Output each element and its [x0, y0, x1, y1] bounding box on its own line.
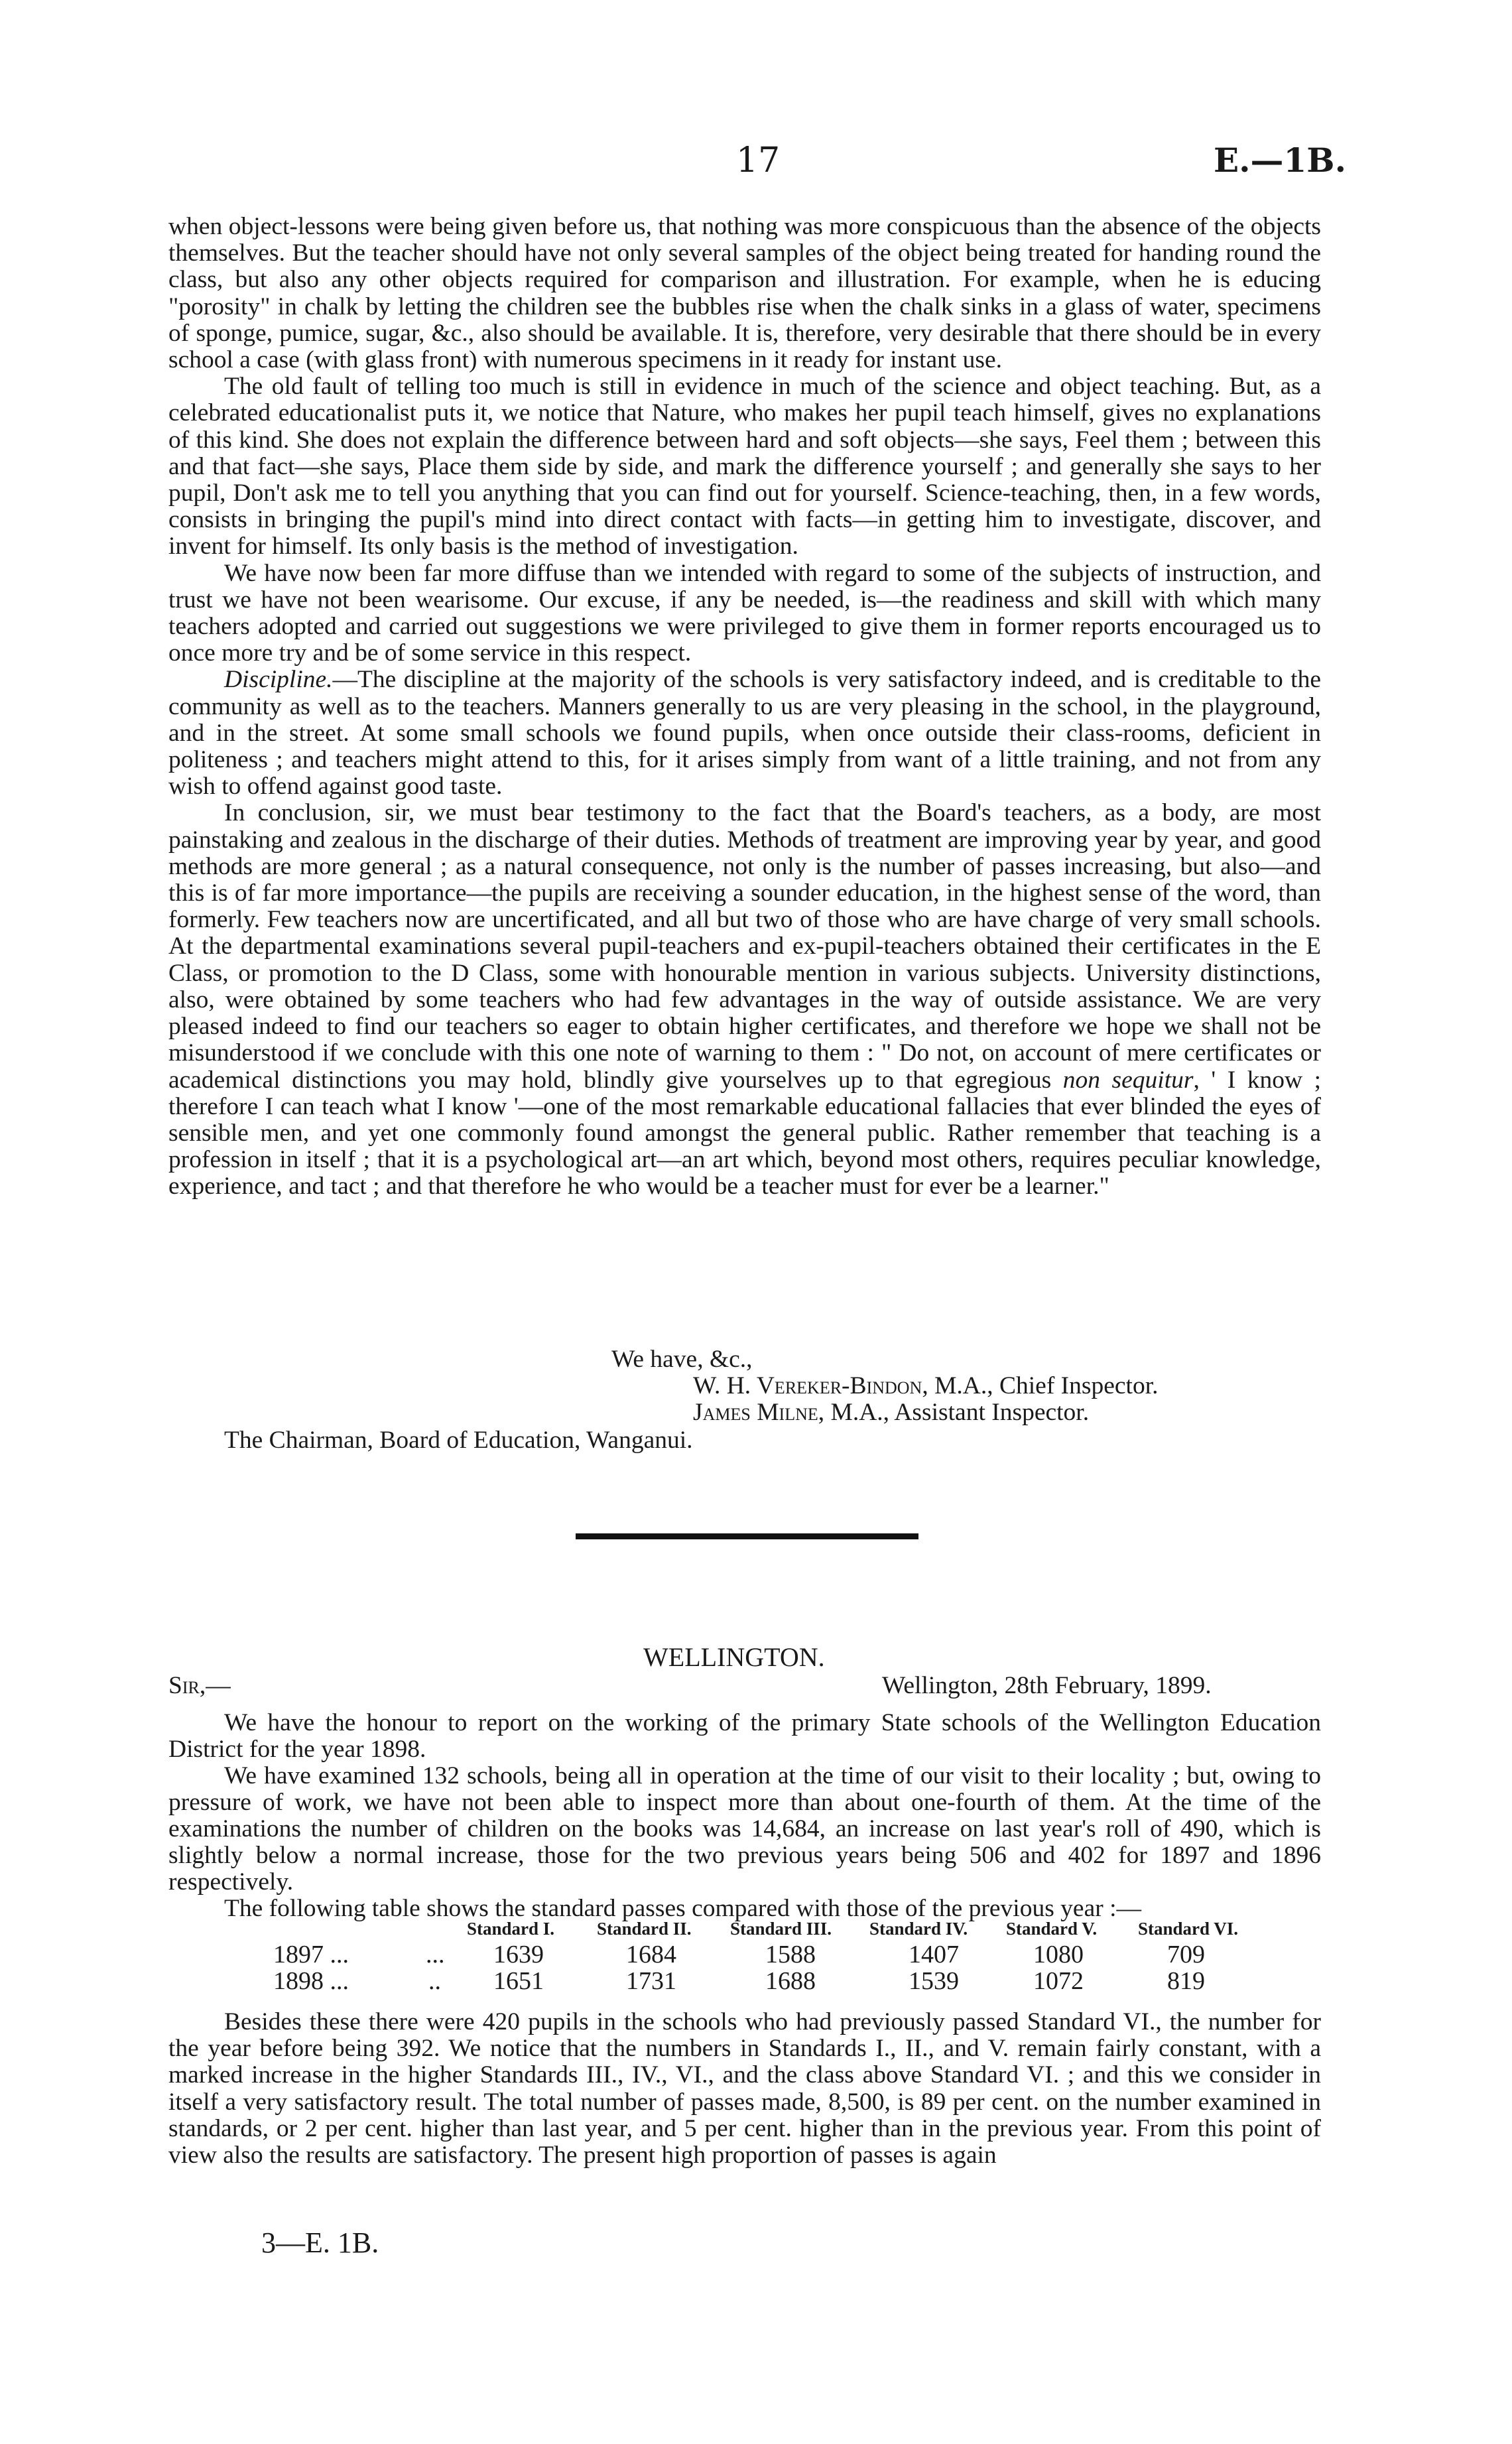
salutation: Sir,— — [168, 1672, 231, 1699]
signatory — [693, 1372, 1159, 1400]
table-cell: 1072 — [1033, 1967, 1084, 1995]
latin-phrase: non sequitur — [1062, 1066, 1194, 1094]
table-cell: 1407 — [909, 1941, 959, 1968]
paragraph: The old fault of telling too much is still in evidence in much of the science and object teaching. But, as a celebrated educationalist puts it, we notice that Nature, who makes her pupil teach himself, gives no explanations of this kind. She does not explain the difference between hard and soft objects—she says, Feel them ; between this and that fact—she says, Place them side by side, and mark the difference yourself ; and generally she says to her pupil, Don't ask me to tell you anything that you can find out for yourself. Science-teaching, then, in a few words, consists in bringing the pupil's mind into direct contact with facts—in getting him to investigate, discover, and invent for himself. Its only basis is the method of investigation. — [168, 373, 1321, 560]
table-cell: 1684 — [626, 1941, 676, 1968]
table-cell: 1588 — [765, 1941, 816, 1968]
table-cell: 819 — [1167, 1967, 1205, 1995]
paragraph: Besides these there were 420 pupils in the schools who had previously passed Standard VI., the number for the year before being 392. We notice that the numbers in Standards I., II., and V. remain fairly constant, with a marked increase in the higher Standards III., IV., VI., and the class above Standard VI. ; and this we consider in itself a very satisfactory result. The total number of passes made, 8,500, is 89 per cent. on the number examined in standards, or 2 per cent. higher than last year, and 5 per cent. higher than in the previous year. From this point of view also the results are satisfactory. The present high proportion of passes is again — [168, 2008, 1321, 2169]
signatory-title: , M.A., Assistant Inspector. — [818, 1399, 1090, 1426]
paragraph: We have the honour to report on the working of the primary State schools of the Wellington Education District for the year 1898. — [168, 1709, 1321, 1763]
document-reference: E.—1B. — [1214, 141, 1346, 180]
table-header: Standard III. — [730, 1919, 832, 1939]
table-cell: 1731 — [626, 1967, 676, 1995]
table-header: Standard V. — [1006, 1919, 1098, 1939]
year-cell: 1897 ... — [273, 1941, 349, 1968]
report-body-continued — [168, 2009, 1321, 2169]
printer-signature-mark: 3—E. 1B. — [261, 2226, 379, 2259]
table-cell: 1651 — [493, 1967, 544, 1995]
paragraph: We have examined 132 schools, being all in operation at the time of our visit to their locality ; but, owing to pressure of work, we have not been able to inspect more than about one-fourth of them. At the time of the examinations the number of children on the books was 14,684, an increase on last year's roll of 490, which is slightly below a normal increase, those for the two previous years being 506 and 402 for 1897 and 1896 respectively. — [168, 1762, 1321, 1896]
signatory-title: , M.A., Chief Inspector. — [922, 1372, 1159, 1399]
table-cell: 709 — [1167, 1941, 1205, 1968]
addressee: The Chairman, Board of Education, Wanganui. — [224, 1427, 693, 1454]
signatory-name: James Milne — [693, 1399, 818, 1426]
table-cell: 1539 — [909, 1967, 959, 1995]
table-cell: 1639 — [493, 1941, 544, 1968]
report-body-wellington — [168, 1710, 1321, 1922]
discipline-paragraph — [168, 667, 1321, 800]
table-header: Standard IV. — [869, 1919, 968, 1939]
discipline-text: —The discipline at the majority of the schools is very satisfactory indeed, and is creditable to the community as well as to the teachers. Manners generally to us are very pleasing in the school, in the playground, and in the street. At some small schools we found pupils, when once outside their class-rooms, deficient in politeness ; and teachers might attend to this, for it arises simply from want of a little training, and not from any wish to offend against good taste. — [168, 666, 1321, 801]
closing: We have, &c., — [611, 1346, 753, 1373]
conclusion-text: , ' I know ; therefore I can teach what I know '—one of the most remarkable educational fallacies that ever blinded the eyes of sensible men, and yet one commonly found amongst the general public. Rather remember that teaching is a profession in itself ; that it is a psychological art—an art which, beyond most others, requires peculiar knowledge, experience, and tact ; and that therefore he who would be a teacher must for ever be a learner." — [168, 1066, 1322, 1200]
page-number: 17 — [736, 141, 781, 180]
conclusion-text: In conclusion, sir, we must bear testimony to the fact that the Board's teachers, as a body, are most painstaking and zealous in the discharge of their duties. Methods of treatment are improving year by year, and good methods are more general ; as a natural consequence, not only is the number of passes increasing, but also—and this is of far more importance—the pupils are receiving a sounder education, in the highest sense of the word, than formerly. Few teachers now are uncertificated, and all but two of those who are have charge of very small schools. At the departmental examinations several pupil-teachers and ex-pupil-teachers obtained their certificates in the E Class, or promotion to the D Class, some with honourable mention in various subjects. University distinctions, also, were obtained by some teachers who had few advantages in the way of outside assistance. We are very pleased indeed to find our teachers so eager to obtain higher certificates, and therefore we hope we shall not be misunderstood if we conclude with this one note of warning to them : " Do not, on account of mere certificates or academical distinctions you may hold, blindly give yourselves up to that egregious — [168, 799, 1321, 1094]
signatory — [693, 1398, 1089, 1427]
table-header: Standard II. — [597, 1919, 692, 1939]
table-header: Standard VI. — [1138, 1919, 1239, 1939]
table-cell: 1080 — [1033, 1941, 1084, 1968]
discipline-heading: Discipline. — [224, 666, 333, 694]
table-cell: 1688 — [765, 1967, 816, 1995]
conclusion-paragraph — [168, 800, 1321, 1200]
table-header: Standard I. — [467, 1919, 555, 1939]
paragraph: The following table shows the standard passes compared with those of the previous year :— — [224, 1895, 1141, 1922]
signatory-name: W. H. Vereker-Bindon — [693, 1372, 922, 1399]
paragraph: when object-lessons were being given before us, that nothing was more conspicuous than the absence of the objects themselves. But the teacher should have not only several samples of the object being treated for handing round the class, but also any other objects required for comparison and illustration. For example, when he is educing "porosity" in chalk by letting the children see the bubbles rise when the chalk sinks in a glass of water, specimens of sponge, pumice, sugar, &c., also should be available. It is, therefore, very desirable that there should be in every school a case (with glass front) with numerous specimens in it ready for instant use. — [168, 213, 1321, 374]
report-body-wanganui — [168, 214, 1321, 1200]
section-title: WELLINGTON. — [643, 1642, 825, 1672]
year-cell: 1898 ... — [273, 1967, 349, 1995]
leader-dots: .. — [428, 1967, 441, 1995]
paragraph: We have now been far more diffuse than we intended with regard to some of the subjects of instruction, and trust we have not been wearisome. Our excuse, if any be needed, is—the readiness and skill with which many teachers adopted and carried out suggestions we were privileged to give them in former reports encouraged us to once more try and be of some service in this respect. — [168, 559, 1321, 667]
place-date: Wellington, 28th February, 1899. — [882, 1672, 1212, 1699]
leader-dots: ... — [426, 1941, 445, 1968]
section-divider — [576, 1533, 918, 1539]
